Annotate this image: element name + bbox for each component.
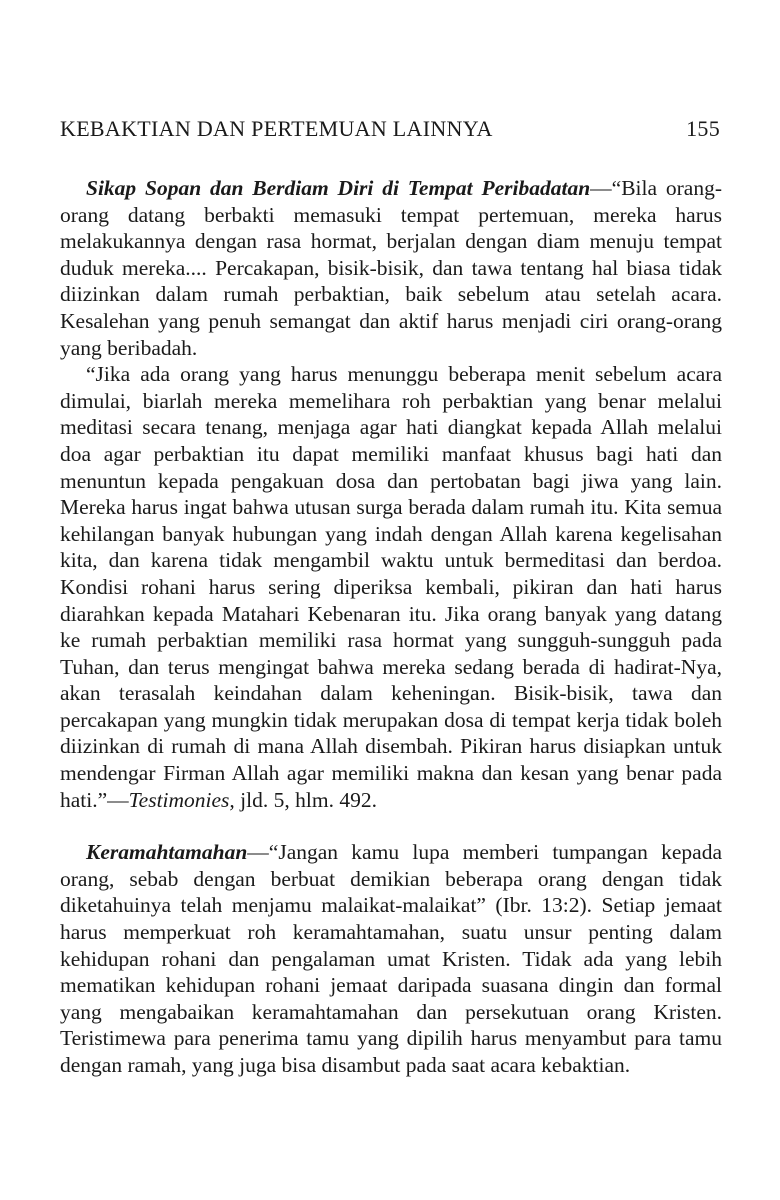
running-title: KEBAKTIAN DAN PERTEMUAN LAINNYA — [60, 116, 493, 141]
citation-reference: jld. 5, hlm. 492. — [234, 787, 377, 812]
paragraph-sikap-sopan — [60, 175, 722, 361]
page-number: 155 — [686, 116, 720, 141]
citation-source: Testimonies, — [128, 787, 235, 812]
paragraph-text: —“Jangan kamu lupa memberi tumpangan kepada orang, sebab dengan berbuat demikian beberapa orang dengan tidak diketahuinya telah menjamu malaikat-malaikat” (Ibr. 13:2). Setiap jemaat harus memperkuat roh keramahtamahan, suatu unsur penting dalam kehidupan rohani dan pengalaman umat Kristen. Tidak ada yang lebih mematikan kehidupan rohani jemaat daripada suasana dingin dan formal yang mengabaikan keramahtamahan dan persekutuan orang Kristen. Teristimewa para penerima tamu yang dipilih harus menyambut para tamu dengan ramah, yang juga bisa disambut pada saat acara kebaktian. — [60, 840, 722, 1077]
paragraph-heading: Keramahtamahan — [86, 840, 248, 865]
paragraph-text: “Jika ada orang yang harus menunggu beberapa menit sebelum acara dimulai, biarlah mereka memelihara roh perbaktian yang benar melalui meditasi secara tenang, menjaga agar hati diangkat kepada Allah melalui doa agar perbaktian itu dapat memiliki manfaat khusus bagi hati dan menuntun kepada pengakuan dosa dan pertobatan bagi jiwa yang lain. Mereka harus ingat bahwa utusan surga berada dalam rumah itu. Kita semua kehilangan banyak hubungan yang indah dengan Allah karena kegelisahan kita, dan karena tidak mengambil waktu untuk bermeditasi dan berdoa. Kondisi rohani harus sering diperiksa kembali, pikiran dan hati harus diarahkan kepada Matahari Kebenaran itu. Jika orang banyak yang datang ke rumah perbaktian memiliki rasa hormat yang sungguh-sungguh pada Tuhan, dan terus mengingat bahwa mereka sedang berada di hadirat-Nya, akan terasalah keindahan dalam keheningan. Bisik-bisik, tawa dan percakapan yang mungkin tidak merupakan dosa di tempat kerja tidak boleh diizinkan di rumah di mana Allah disembah. Pikiran harus disiapkan untuk mendengar Firman Allah agar memiliki makna dan kesan yang benar pada hati.”— — [60, 362, 722, 812]
paragraph-text: —“Bila orang-orang datang berbakti memasuki tempat pertemuan, mereka harus melakukannya dengan rasa hormat, berjalan dengan diam menuju tempat duduk mereka.... Percakapan, bisik-bisik, dan tawa tentang hal biasa tidak diizinkan dalam rumah perbaktian, baik sebelum atau setelah acara. Kesalehan yang penuh semangat dan aktif harus menjadi ciri orang-orang yang beribadah. — [60, 176, 722, 360]
paragraph-keramahtamahan — [60, 839, 722, 1078]
paragraph-quote — [60, 361, 722, 813]
body-text — [60, 175, 722, 1079]
paragraph-heading: Sikap Sopan dan Berdiam Diri di Tempat Peribadatan — [86, 176, 591, 200]
running-header — [60, 116, 720, 142]
